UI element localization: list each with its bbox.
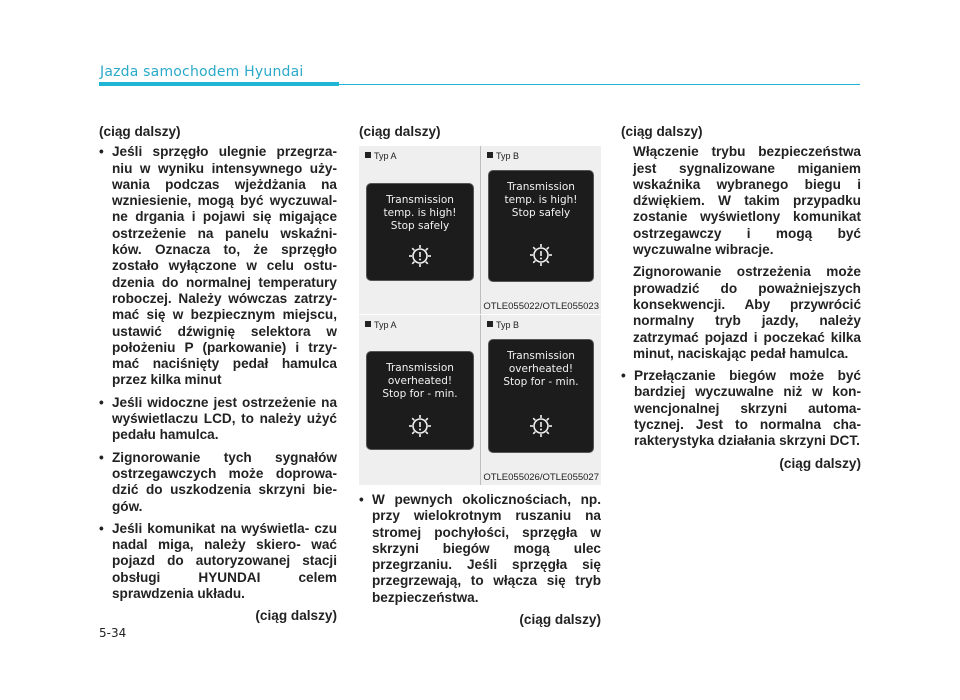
type-a-label: Typ A [365,151,397,161]
col1-bullet-1: • Jeśli sprzęgło ulegnie przegrza- niu w wyniku intensywnego uży- wania podczas wjeżdżania na wzniesienie, mogą być wyczuwal- ne drgania i pojawi się migające ostrzeżenie na panelu wskaźni- ków. Oznacza to, że sprzęgło zostało wyłączone w celu ostu- dzenia do normalnej temperatury roboczej. Należy wówczas zatrzy- mać się w bezpiecznym miejscu, ustawić dźwignię selektora w położeniu P (parkowanie) i trzy- mać naciśnięty pedał hamulca przez kilka minut [99,144,337,388]
bullet-dot: • [99,144,104,160]
warning-message: Transmission overheated! Stop for - min. [382,362,458,400]
square-marker-icon [487,152,493,158]
header-accent-bar [99,82,339,86]
cluster-screen-type-b [488,170,594,282]
col2-continued: (ciąg dalszy) [519,612,601,628]
gear-warning-icon [408,244,432,268]
square-marker-icon [365,321,371,327]
col3-bullet-1: • Przełączanie biegów może być bardziej wyczuwalne niż w kon- wencjonalnej skrzyni automa- tycznej. Jest to normalna cha- rakterystyka działania skrzyni DCT. [621,368,861,449]
bullet-dot: • [99,449,104,465]
cluster-screen-type-a [366,351,474,450]
column-1 [99,124,337,625]
gear-warning-icon [529,243,553,267]
col2-bullet-1: • W pewnych okolicznościach, np. przy wielokrotnym ruszaniu na stromej pochyłości, sprzęgła w skrzyni biegów mogą ulec przegrzaniu. Jeśli sprzęgła się przegrzewają, to włącza się tryb bezpieczeństwa. [359,492,601,605]
col3-continued: (ciąg dalszy) [779,455,861,471]
col1-bullet-3: • Zignorowanie tych sygnałów ostrzegawczych może doprowa- dzić do uszkodzenia skrzyni bie- gów. [99,449,337,514]
bullet-dot: • [99,520,104,536]
page-number: 5-34 [99,626,127,640]
warning-message: Transmission overheated! Stop for - min. [503,350,579,388]
col3-paragraph-1: Włączenie trybu bezpieczeństwa jest sygnalizowane miganiem wskaźnika wybranego biegu i dźwiękiem. W takim przypadku zostanie wyświetlony komunikat ostrzegawczy i mogą być wyczuwalne wibracje. [633,144,861,258]
square-marker-icon [365,152,371,158]
warning-figure-1 [359,146,601,314]
gear-warning-icon [408,414,432,438]
square-marker-icon [487,321,493,327]
figure-code: OTLE055026/OTLE055027 [483,472,599,483]
column-2-text [359,492,601,628]
type-b-label: Typ B [487,151,519,161]
figure-code: OTLE055022/OTLE055023 [483,301,599,312]
figure-divider [480,146,481,314]
col1-continued: (ciąg dalszy) [255,608,337,624]
cluster-screen-type-a [366,183,474,281]
type-b-label: Typ B [487,320,519,330]
warning-figure-2 [359,315,601,485]
warning-message: Transmission temp. is high! Stop safely [504,181,578,219]
section-title: Jazda samochodem Hyundai [100,64,304,80]
warning-message: Transmission temp. is high! Stop safely [383,194,457,232]
bullet-dot: • [99,394,104,410]
column-2 [359,124,601,144]
col1-bullet-4: • Jeśli komunikat na wyświetla- czu nadal miga, należy skiero- wać pojazd do autoryzowanej stacji obsługi HYUNDAI celem sprawdzenia układu. [99,520,337,602]
col1-bullet-2: • Jeśli widoczne jest ostrzeżenie na wyświetlaczu LCD, to należy użyć pedału hamulca. [99,394,337,443]
bullet-dot: • [621,368,626,384]
col2-heading: (ciąg dalszy) [359,124,441,139]
figure-divider [480,315,481,485]
column-3 [621,124,861,472]
cluster-screen-type-b [488,339,594,453]
gear-warning-icon [529,414,553,438]
type-a-label: Typ A [365,320,397,330]
col3-heading: (ciąg dalszy) [621,124,703,139]
col3-paragraph-2: Zignorowanie ostrzeżenia może prowadzić do poważniejszych konsekwencji. Aby przywrócić normalny tryb jazdy, należy zatrzymać pojazd i poczekać kilka minut, naciskając pedał hamulca. [633,264,861,361]
bullet-dot: • [359,492,364,507]
col1-heading: (ciąg dalszy) [99,124,181,139]
header-rule [339,84,860,85]
